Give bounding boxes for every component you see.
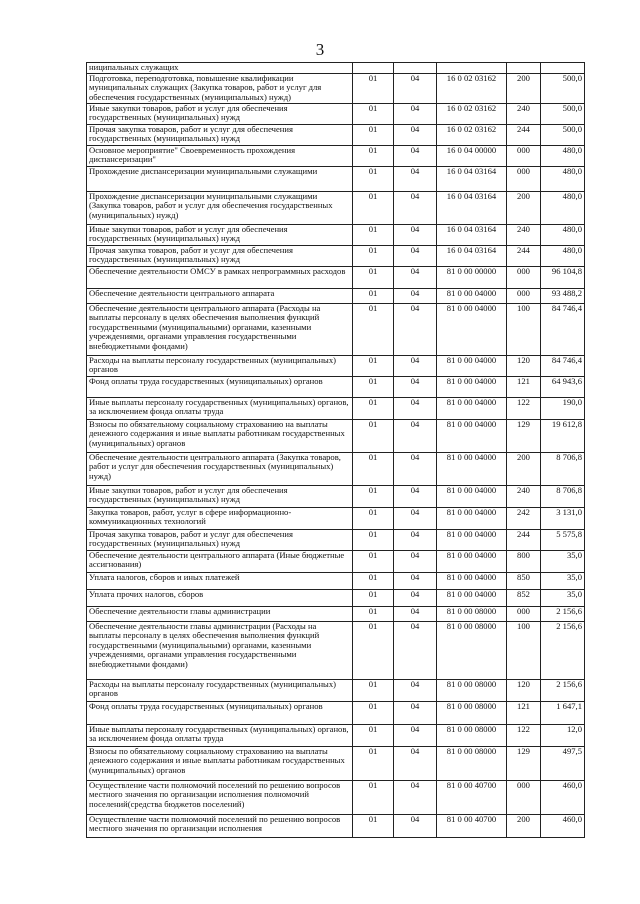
row-name: Иные закупки товаров, работ и услуг для обеспечения государственных (муниципальных) нужд: [87, 485, 353, 507]
row-target-article: 81 0 00 08000: [437, 724, 507, 746]
row-name: Прохождение диспансеризации муниципальными служащими (Закупка товаров, работ и услуг для обеспечения государственных (муниципальных) нужд): [87, 191, 353, 224]
row-name: Обеспечение деятельности ОМСУ в рамках непрограммных расходов: [87, 266, 353, 288]
row-expense-type: 000: [507, 266, 541, 288]
row-expense-type: 000: [507, 145, 541, 166]
row-amount: 64 943,6: [541, 376, 585, 397]
row-subsection: 04: [394, 621, 437, 679]
row-amount: 84 746,4: [541, 303, 585, 355]
row-name: Обеспечение деятельности центрального аппарата (Расходы на выплаты персоналу в целях обеспечения выполнения функций государственными (муниципальными) органами, казенными учреждениями, органами управления государственными внебюджетными фондами): [87, 303, 353, 355]
row-target-article: 16 0 02 03162: [437, 73, 507, 103]
row-subsection: 04: [394, 419, 437, 452]
table-row: [87, 485, 585, 507]
row-target-article: 81 0 00 04000: [437, 507, 507, 529]
row-subsection: 04: [394, 245, 437, 266]
row-name: Расходы на выплаты персоналу государственных (муниципальных) органов: [87, 679, 353, 701]
row-name: Закупка товаров, работ, услуг в сфере информационно-коммуникационных технологий: [87, 507, 353, 529]
row-subsection: 04: [394, 224, 437, 245]
table-row: [87, 397, 585, 419]
row-expense-type: 000: [507, 166, 541, 191]
row-subsection: 04: [394, 589, 437, 606]
row-target-article: 16 0 04 03164: [437, 166, 507, 191]
row-name: Иные выплаты персоналу государственных (муниципальных) органов, за исключением фонда оплаты труда: [87, 397, 353, 419]
row-amount: 93 488,2: [541, 288, 585, 303]
row-subsection: 04: [394, 266, 437, 288]
row-expense-type: 240: [507, 485, 541, 507]
table-row: [87, 266, 585, 288]
row-subsection: 04: [394, 288, 437, 303]
row-section: 01: [353, 145, 394, 166]
row-section: 01: [353, 355, 394, 376]
row-name: Обеспечение деятельности центрального аппарата: [87, 288, 353, 303]
row-subsection: 04: [394, 166, 437, 191]
row-amount: 480,0: [541, 166, 585, 191]
row-amount: 12,0: [541, 724, 585, 746]
row-section: 01: [353, 452, 394, 485]
row-subsection: 04: [394, 780, 437, 814]
row-amount: 2 156,6: [541, 606, 585, 621]
row-expense-type: 121: [507, 701, 541, 724]
row-expense-type: 200: [507, 452, 541, 485]
row-section: 01: [353, 679, 394, 701]
row-amount: 19 612,8: [541, 419, 585, 452]
row-target-article: 81 0 00 04000: [437, 397, 507, 419]
row-target-article: 16 0 04 03164: [437, 191, 507, 224]
row-subsection: 04: [394, 529, 437, 550]
table-row: [87, 606, 585, 621]
row-target-article: 81 0 00 08000: [437, 679, 507, 701]
row-target-article: 81 0 00 40700: [437, 780, 507, 814]
row-name: Иные выплаты персоналу государственных (муниципальных) органов, за исключением фонда оплаты труда: [87, 724, 353, 746]
row-section: 01: [353, 103, 394, 124]
row-section: [353, 63, 394, 74]
table-row: [87, 621, 585, 679]
table-row: [87, 355, 585, 376]
table-row: [87, 529, 585, 550]
row-section: 01: [353, 485, 394, 507]
row-section: 01: [353, 572, 394, 589]
row-subsection: 04: [394, 606, 437, 621]
row-expense-type: 129: [507, 419, 541, 452]
row-expense-type: 100: [507, 303, 541, 355]
table-row: [87, 589, 585, 606]
row-section: 01: [353, 303, 394, 355]
row-amount: 460,0: [541, 814, 585, 837]
table-row: [87, 166, 585, 191]
row-section: 01: [353, 780, 394, 814]
row-section: 01: [353, 621, 394, 679]
row-section: 01: [353, 419, 394, 452]
row-name: Обеспечение деятельности главы администрации: [87, 606, 353, 621]
row-target-article: 16 0 04 03164: [437, 224, 507, 245]
row-expense-type: 000: [507, 288, 541, 303]
row-section: 01: [353, 288, 394, 303]
table-row: [87, 701, 585, 724]
row-target-article: 81 0 00 04000: [437, 376, 507, 397]
row-subsection: 04: [394, 103, 437, 124]
row-target-article: 16 0 02 03162: [437, 103, 507, 124]
row-expense-type: 100: [507, 621, 541, 679]
row-name: Уплата прочих налогов, сборов: [87, 589, 353, 606]
row-subsection: 04: [394, 507, 437, 529]
row-subsection: 04: [394, 73, 437, 103]
row-expense-type: 240: [507, 103, 541, 124]
row-expense-type: 200: [507, 814, 541, 837]
row-section: 01: [353, 746, 394, 780]
row-target-article: 81 0 00 04000: [437, 589, 507, 606]
row-expense-type: 120: [507, 355, 541, 376]
row-subsection: 04: [394, 376, 437, 397]
table-row: [87, 103, 585, 124]
row-name: Фонд оплаты труда государственных (муниципальных) органов: [87, 376, 353, 397]
row-subsection: 04: [394, 550, 437, 572]
row-name: Подготовка, переподготовка, повышение квалификации муниципальных служащих (Закупка товаров, работ и услуг для обеспечения государственных (муниципальных) нужд): [87, 73, 353, 103]
row-amount: 497,5: [541, 746, 585, 780]
row-subsection: 04: [394, 397, 437, 419]
row-amount: 35,0: [541, 572, 585, 589]
row-section: 01: [353, 224, 394, 245]
row-amount: 84 746,4: [541, 355, 585, 376]
row-section: 01: [353, 529, 394, 550]
row-target-article: 81 0 00 08000: [437, 606, 507, 621]
row-expense-type: 122: [507, 397, 541, 419]
table-row: [87, 419, 585, 452]
row-target-article: 81 0 00 04000: [437, 355, 507, 376]
table-row: [87, 63, 585, 74]
row-amount: 480,0: [541, 224, 585, 245]
row-section: 01: [353, 266, 394, 288]
table-row: [87, 550, 585, 572]
row-expense-type: 244: [507, 245, 541, 266]
row-target-article: 81 0 00 08000: [437, 621, 507, 679]
row-subsection: 04: [394, 303, 437, 355]
table-row: [87, 679, 585, 701]
row-name: Взносы по обязательному социальному страхованию на выплаты денежного содержания и иные выплаты работникам государственных (муниципальных) органов: [87, 419, 353, 452]
table-row: [87, 507, 585, 529]
row-amount: 96 104,8: [541, 266, 585, 288]
row-target-article: 81 0 00 08000: [437, 746, 507, 780]
table-row: [87, 245, 585, 266]
row-amount: 480,0: [541, 145, 585, 166]
row-expense-type: 129: [507, 746, 541, 780]
page-number: 3: [315, 40, 325, 59]
row-amount: 1 647,1: [541, 701, 585, 724]
row-subsection: 04: [394, 124, 437, 145]
row-name: Обеспечение деятельности центрального аппарата (Закупка товаров, работ и услуг для обеспечения государственных (муниципальных) нужд): [87, 452, 353, 485]
row-section: 01: [353, 245, 394, 266]
row-section: 01: [353, 606, 394, 621]
row-subsection: 04: [394, 572, 437, 589]
row-amount: [541, 63, 585, 74]
row-expense-type: 240: [507, 224, 541, 245]
row-target-article: [437, 63, 507, 74]
row-subsection: 04: [394, 814, 437, 837]
row-expense-type: 244: [507, 124, 541, 145]
row-subsection: 04: [394, 452, 437, 485]
row-target-article: 16 0 02 03162: [437, 124, 507, 145]
row-amount: 3 131,0: [541, 507, 585, 529]
row-expense-type: 120: [507, 679, 541, 701]
budget-table: [86, 62, 585, 838]
table-row: [87, 145, 585, 166]
row-section: 01: [353, 814, 394, 837]
row-amount: 5 575,8: [541, 529, 585, 550]
row-target-article: 81 0 00 00000: [437, 266, 507, 288]
row-subsection: 04: [394, 145, 437, 166]
row-name: Обеспечение деятельности главы администрации (Расходы на выплаты персоналу в целях обеспечения выполнения функций государственными (муниципальными) органами, казенными учреждениями, органами управления государственными внебюджетными фондами): [87, 621, 353, 679]
row-section: 01: [353, 73, 394, 103]
row-target-article: 16 0 04 03164: [437, 245, 507, 266]
table-row: [87, 224, 585, 245]
row-amount: 2 156,6: [541, 679, 585, 701]
row-section: 01: [353, 724, 394, 746]
row-amount: 500,0: [541, 73, 585, 103]
row-amount: 500,0: [541, 103, 585, 124]
table-row: [87, 746, 585, 780]
row-name: Взносы по обязательному социальному страхованию на выплаты денежного содержания и иные выплаты работникам государственных (муниципальных) органов: [87, 746, 353, 780]
table-row: [87, 303, 585, 355]
row-name: Осуществление части полномочий поселений по решению вопросов местного значения по организации исполнения полномочий поселений(средства бюджетов поселений): [87, 780, 353, 814]
row-name: Расходы на выплаты персоналу государственных (муниципальных) органов: [87, 355, 353, 376]
row-subsection: 04: [394, 191, 437, 224]
row-target-article: 81 0 00 04000: [437, 485, 507, 507]
row-expense-type: 122: [507, 724, 541, 746]
row-amount: 460,0: [541, 780, 585, 814]
row-name: Прочая закупка товаров, работ и услуг для обеспечения государственных (муниципальных) нужд: [87, 529, 353, 550]
table-row: [87, 73, 585, 103]
row-amount: 35,0: [541, 550, 585, 572]
row-section: 01: [353, 191, 394, 224]
row-name: Основное мероприятие" Своевременность прохождения диспансеризации": [87, 145, 353, 166]
row-target-article: 81 0 00 04000: [437, 529, 507, 550]
row-section: 01: [353, 124, 394, 145]
table-row: [87, 376, 585, 397]
row-target-article: 81 0 00 04000: [437, 572, 507, 589]
row-target-article: 81 0 00 04000: [437, 452, 507, 485]
row-subsection: 04: [394, 485, 437, 507]
row-subsection: 04: [394, 701, 437, 724]
row-amount: 480,0: [541, 191, 585, 224]
row-amount: 2 156,6: [541, 621, 585, 679]
row-expense-type: 200: [507, 73, 541, 103]
row-section: 01: [353, 701, 394, 724]
row-amount: 8 706,8: [541, 485, 585, 507]
row-target-article: 81 0 00 04000: [437, 288, 507, 303]
row-amount: 8 706,8: [541, 452, 585, 485]
row-target-article: 81 0 00 04000: [437, 419, 507, 452]
table-row: [87, 724, 585, 746]
row-amount: 190,0: [541, 397, 585, 419]
row-name: Обеспечение деятельности центрального аппарата (Иные бюджетные ассигнования): [87, 550, 353, 572]
table-row: [87, 124, 585, 145]
table-row: [87, 191, 585, 224]
row-name: Фонд оплаты труда государственных (муниципальных) органов: [87, 701, 353, 724]
row-section: 01: [353, 397, 394, 419]
table-row: [87, 452, 585, 485]
table-row: [87, 288, 585, 303]
row-amount: 35,0: [541, 589, 585, 606]
row-subsection: 04: [394, 679, 437, 701]
row-amount: 480,0: [541, 245, 585, 266]
row-name: Прочая закупка товаров, работ и услуг для обеспечения государственных (муниципальных) нужд: [87, 245, 353, 266]
row-section: 01: [353, 507, 394, 529]
row-section: 01: [353, 166, 394, 191]
row-name: Прохождение диспансеризации муниципальными служащими: [87, 166, 353, 191]
row-expense-type: 852: [507, 589, 541, 606]
row-expense-type: 850: [507, 572, 541, 589]
table-row: [87, 814, 585, 837]
row-expense-type: 800: [507, 550, 541, 572]
row-target-article: 81 0 00 08000: [437, 701, 507, 724]
row-target-article: 81 0 00 04000: [437, 303, 507, 355]
row-target-article: 81 0 00 40700: [437, 814, 507, 837]
row-name: Осуществление части полномочий поселений по решению вопросов местного значения по организации исполнения: [87, 814, 353, 837]
row-name: Прочая закупка товаров, работ и услуг для обеспечения государственных (муниципальных) нужд: [87, 124, 353, 145]
row-name: Уплата налогов, сборов и иных платежей: [87, 572, 353, 589]
row-expense-type: 244: [507, 529, 541, 550]
row-section: 01: [353, 589, 394, 606]
row-expense-type: 000: [507, 780, 541, 814]
row-subsection: 04: [394, 355, 437, 376]
row-section: 01: [353, 550, 394, 572]
row-section: 01: [353, 376, 394, 397]
row-target-article: 81 0 00 04000: [437, 550, 507, 572]
table-row: [87, 572, 585, 589]
row-target-article: 16 0 04 00000: [437, 145, 507, 166]
row-expense-type: 242: [507, 507, 541, 529]
row-amount: 500,0: [541, 124, 585, 145]
row-name: Иные закупки товаров, работ и услуг для обеспечения государственных (муниципальных) нужд: [87, 224, 353, 245]
row-expense-type: [507, 63, 541, 74]
row-name: ниципальных служащих: [87, 63, 353, 74]
row-subsection: 04: [394, 746, 437, 780]
row-expense-type: 121: [507, 376, 541, 397]
row-expense-type: 000: [507, 606, 541, 621]
table-row: [87, 780, 585, 814]
row-name: Иные закупки товаров, работ и услуг для обеспечения государственных (муниципальных) нужд: [87, 103, 353, 124]
row-expense-type: 200: [507, 191, 541, 224]
row-subsection: 04: [394, 724, 437, 746]
row-subsection: [394, 63, 437, 74]
